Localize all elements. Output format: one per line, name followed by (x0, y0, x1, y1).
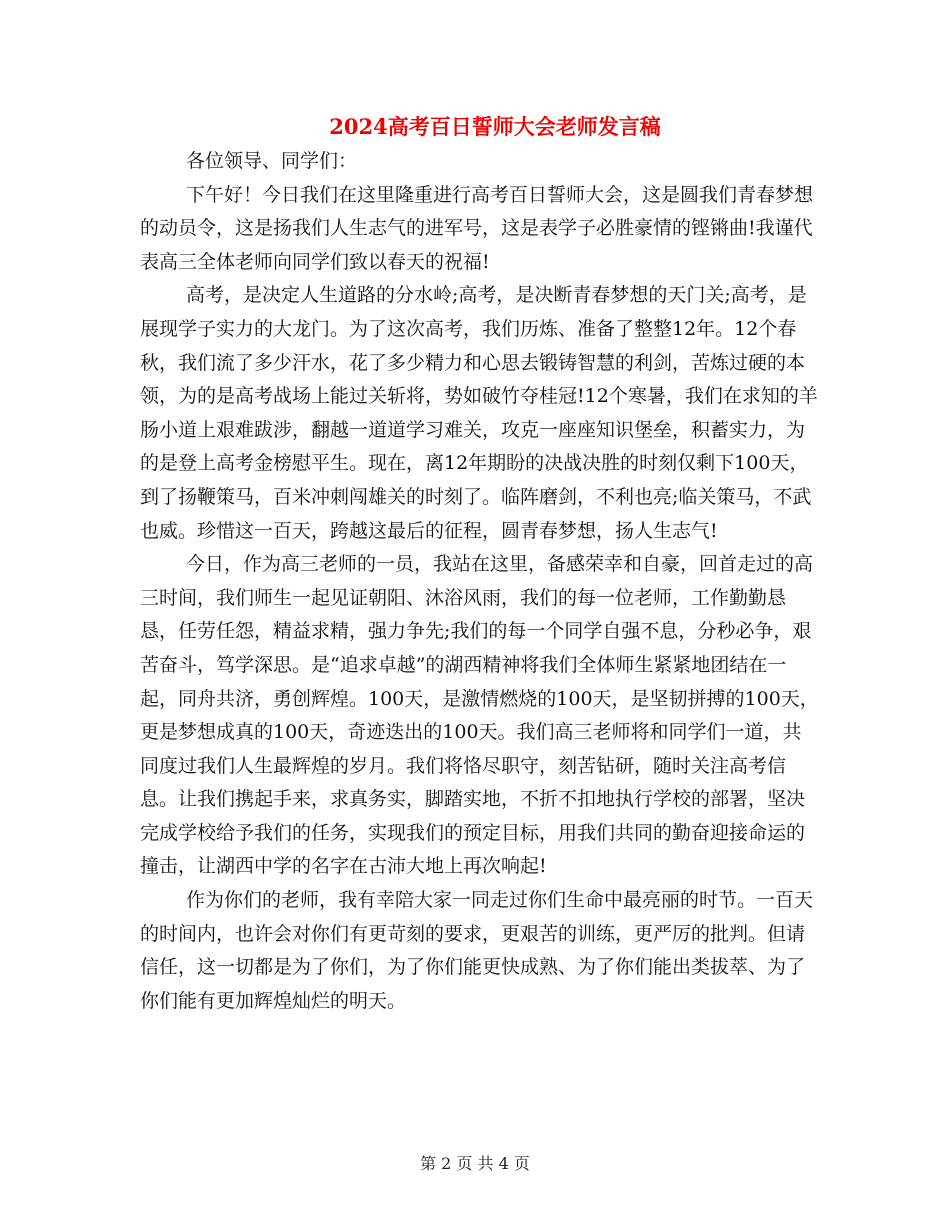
body-paragraph: 高考，是决定人生道路的分水岭;高考，是决断青春梦想的天门关;高考，是展现学子实力的大龙门。为了这次高考，我们历炼、准备了整整12年。12个春秋，我们流了多少汗水，花了多少精力和心思去锻铸智慧的利剑，苦炼过硬的本领，为的是高考战场上能过关斩将，势如破竹夺桂冠!12个寒暑，我们在求知的羊肠小道上艰难跋涉，翻越一道道学习难关，攻克一座座知识堡垒，积蓄实力，为的是登上高考金榜慰平生。现在，离12年期盼的决战决胜的时刻仅剩下100天，到了扬鞭策马，百米冲刺闯雄关的时刻了。临阵磨剑，不利也亮;临关策马，不武也威。珍惜这一百天，跨越这最后的征程，圆青春梦想，扬人生志气! (140, 284, 818, 542)
body-paragraph: 今日，作为高三老师的一员，我站在这里，备感荣幸和自豪，回首走过的高三时间，我们师生一起见证朝阳、沐浴风雨，我们的每一位老师，工作勤勤恳恳，任劳任怨，精益求精，强力争先;我们的每一个同学自强不息，分秒必争，艰苦奋斗，笃学深思。是“追求卓越”的湖西精神将我们全体师生紧紧地团结在一起，同舟共济，勇创辉煌。100天，是激情燃烧的100天，是坚韧拼搏的100天，更是梦想成真的100天，奇迹迭出的100天。我们高三老师将和同学们一道，共同度过我们人生最辉煌的岁月。我们将恪尽职守，刻苦钻研，随时关注高考信息。让我们携起手来，求真务实，脚踏实地，不折不扣地执行学校的部署，坚决完成学校给予我们的任务，实现我们的预定目标，用我们共同的勤奋迎接命运的撞击，让湖西中学的名字在古沛大地上再次响起! (140, 553, 819, 878)
page-number: 第 2 页 共 4 页 (420, 1154, 530, 1173)
greeting-paragraph: 各位领导、同学们： (186, 150, 358, 172)
document-title: 2024高考百日誓师大会老师发言稿 (329, 114, 661, 139)
body-paragraph: 作为你们的老师，我有幸陪大家一同走过你们生命中最亮丽的时节。一百天的时间内，也许会对你们有更苛刻的要求，更艰苦的训练，更严厉的批判。但请信任，这一切都是为了你们，为了你们能更快成熟、为了你们能出类拔萃、为了你们能有更加辉煌灿烂的明天。 (140, 889, 814, 1012)
document-body (140, 145, 820, 1018)
body-paragraph: 下午好！今日我们在这里隆重进行高考百日誓师大会，这是圆我们青春梦想的动员令，这是扬我们人生志气的进军号，这是表学子必胜豪情的铿锵曲!我谨代表高三全体老师向同学们致以春天的祝福! (140, 183, 814, 273)
